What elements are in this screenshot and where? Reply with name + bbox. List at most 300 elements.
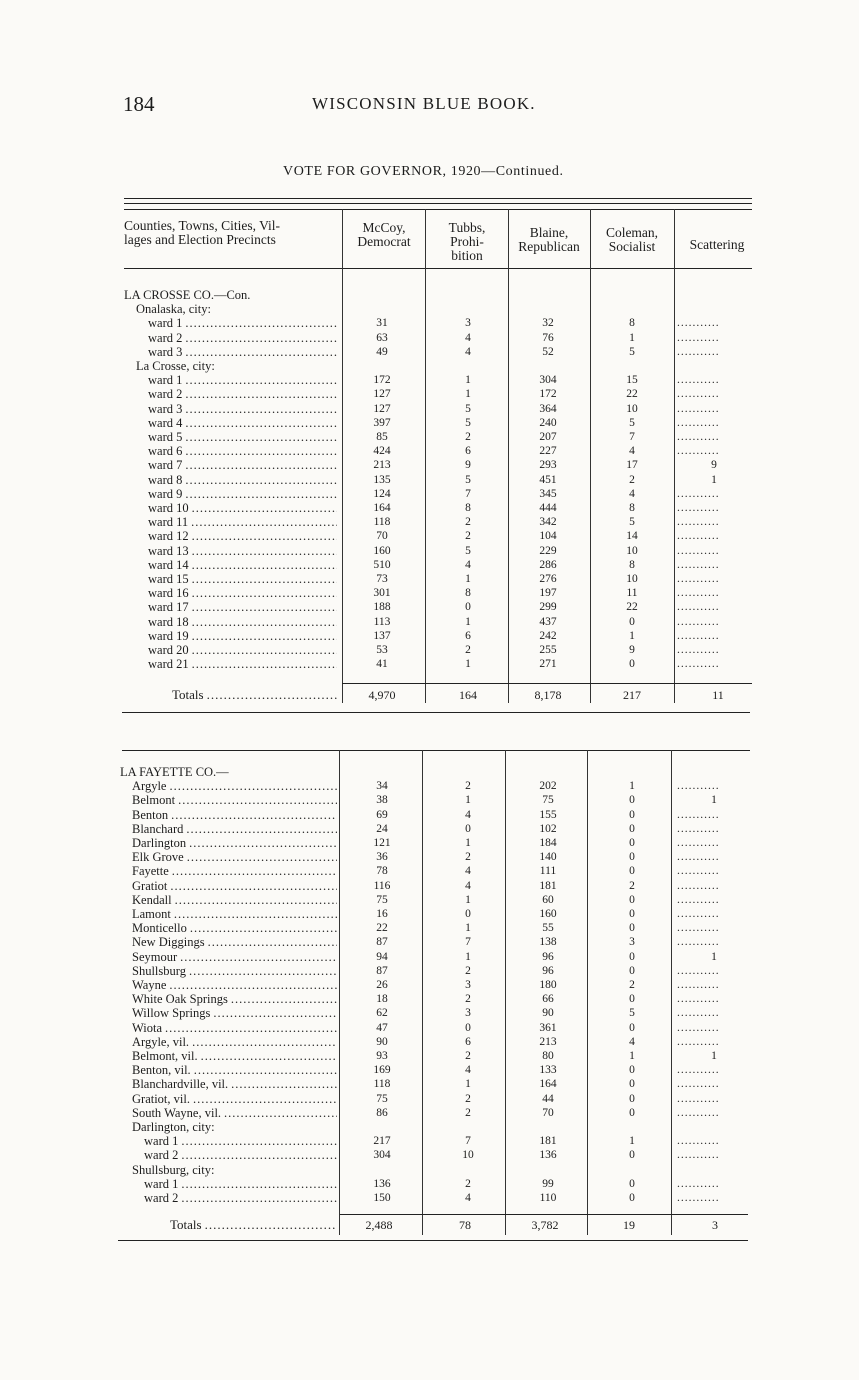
table-row (0, 657, 859, 671)
value-cell: 4 (465, 879, 471, 892)
row-label-text: ward 13 (148, 544, 192, 558)
empty-cell: ........... (677, 837, 720, 849)
row-label (132, 793, 337, 807)
value-cell: 0 (629, 1078, 635, 1091)
table-row (0, 1191, 859, 1205)
value-cell: 10 (626, 573, 638, 585)
row-label-text: ward 10 (148, 501, 192, 515)
column-header-0 (124, 219, 339, 247)
empty-cell: ........... (677, 780, 720, 793)
value-cell: 6 (465, 1035, 471, 1048)
column-divider (587, 750, 588, 1235)
column-header-line: Counties, Towns, Cities, Vil- (124, 218, 281, 233)
row-label (132, 992, 337, 1006)
row-label (132, 808, 337, 822)
value-cell: 217 (373, 1135, 391, 1148)
value-cell: 451 (539, 473, 557, 486)
row-label-text: ward 1 (148, 316, 185, 330)
value-cell: 444 (539, 502, 557, 514)
value-cell: 160 (373, 544, 391, 557)
column-header-line: Tubbs, (448, 220, 486, 235)
value-cell: 118 (373, 1078, 391, 1091)
value-cell: 0 (629, 1106, 635, 1119)
section-heading-row (0, 288, 859, 302)
row-label (132, 1021, 337, 1035)
value-cell: 299 (539, 601, 557, 614)
value-cell: 510 (373, 558, 391, 571)
value-cell: 60 (542, 893, 554, 906)
table-row (0, 458, 859, 472)
total-cell: 11 (712, 688, 724, 703)
value-cell: 75 (542, 794, 554, 807)
column-header-line: lages and Election Precincts (124, 232, 276, 247)
rule-line (340, 1214, 748, 1215)
table-row (0, 921, 859, 935)
value-cell: 87 (376, 936, 388, 949)
value-cell: 104 (539, 530, 557, 543)
total-cell: 8,178 (534, 688, 562, 703)
row-label (144, 1177, 337, 1191)
row-label-text: Kendall (132, 893, 175, 907)
empty-cell: ........... (677, 1092, 720, 1105)
table-row (0, 992, 859, 1006)
table-row (0, 822, 859, 836)
value-cell: 2 (465, 1177, 471, 1190)
row-label (148, 416, 337, 430)
value-cell: 0 (629, 822, 635, 835)
table-row (0, 529, 859, 543)
column-header-line: Scattering (689, 237, 745, 252)
row-label (132, 921, 337, 935)
row-label-text: ward 9 (148, 487, 185, 501)
row-label (144, 1134, 337, 1148)
table-row (0, 629, 859, 643)
row-label-text: South Wayne, vil. (132, 1106, 224, 1120)
value-cell: 22 (626, 601, 638, 614)
empty-cell: ........... (677, 388, 720, 401)
running-head: WISCONSIN BLUE BOOK. (312, 94, 536, 113)
value-cell: 22 (626, 388, 638, 401)
value-cell: 207 (539, 431, 557, 443)
row-label-text: Monticello (132, 921, 190, 935)
value-cell: 188 (373, 601, 391, 614)
table-row (0, 1106, 859, 1120)
table-row (0, 515, 859, 529)
table-row (0, 850, 859, 864)
row-label (148, 387, 337, 401)
table-row (0, 1021, 859, 1035)
value-cell: 4 (629, 445, 635, 458)
section-heading-row (0, 302, 859, 316)
value-cell: 0 (629, 837, 635, 849)
column-header-line: Socialist (608, 239, 656, 254)
section-heading (136, 359, 436, 373)
value-cell: 1 (465, 893, 471, 906)
empty-cell: ........... (677, 879, 720, 892)
table-row (0, 1049, 859, 1063)
row-label-text: Argyle (132, 779, 170, 793)
row-label-text: ward 5 (148, 430, 185, 444)
table-row (0, 779, 859, 793)
value-cell: 66 (542, 993, 554, 1006)
row-label-text: New Diggings (132, 935, 208, 949)
value-cell: 8 (465, 587, 471, 600)
row-label-text: ward 16 (148, 586, 192, 600)
value-cell: 255 (539, 644, 557, 656)
table-row (0, 1063, 859, 1077)
empty-cell: ........... (677, 979, 720, 991)
value-cell: 10 (626, 402, 638, 415)
value-cell: 4 (465, 558, 471, 571)
row-label (132, 950, 337, 964)
section-heading-row (0, 1163, 859, 1177)
table-row (0, 572, 859, 586)
value-cell: 113 (373, 615, 391, 628)
row-label-text: ward 8 (148, 473, 185, 487)
value-cell: 41 (376, 658, 388, 671)
value-cell: 8 (629, 317, 635, 330)
value-cell: 0 (629, 615, 635, 628)
empty-cell: ........... (677, 808, 720, 821)
rule-line (342, 683, 752, 684)
table-row (0, 808, 859, 822)
row-label-text: ward 3 (148, 402, 185, 416)
row-label-text: Onalaska, city: (136, 302, 214, 316)
value-cell: 1 (711, 1050, 717, 1062)
value-cell: 3 (629, 936, 635, 949)
section-heading-row (0, 359, 859, 373)
value-cell: 0 (629, 950, 635, 963)
value-cell: 2 (465, 1106, 471, 1119)
value-cell: 99 (542, 1177, 554, 1190)
value-cell: 3 (465, 979, 471, 991)
value-cell: 44 (542, 1092, 554, 1105)
value-cell: 70 (542, 1106, 554, 1119)
column-divider (671, 750, 672, 1235)
row-label-text: Gratiot, vil. (132, 1092, 193, 1106)
row-label (132, 1106, 337, 1120)
table-row (0, 879, 859, 893)
empty-cell: ........... (677, 1064, 720, 1077)
value-cell: 197 (539, 587, 557, 600)
row-label-text: ward 11 (148, 515, 191, 529)
row-label (132, 935, 337, 949)
column-divider (590, 209, 591, 703)
value-cell: 0 (465, 908, 471, 920)
value-cell: 0 (629, 794, 635, 807)
empty-cell: ........... (677, 1177, 720, 1190)
value-cell: 181 (539, 879, 557, 892)
column-header-line: Democrat (357, 234, 411, 249)
value-cell: 7 (629, 431, 635, 443)
table-row (0, 836, 859, 850)
value-cell: 5 (465, 544, 471, 557)
value-cell: 85 (376, 431, 388, 443)
row-label-text: La Crosse, city: (136, 359, 218, 373)
row-label-text: ward 18 (148, 615, 192, 629)
value-cell: 18 (376, 993, 388, 1006)
table-row (0, 615, 859, 629)
value-cell: 0 (629, 1177, 635, 1190)
table-row (0, 935, 859, 949)
row-label-text: ward 20 (148, 643, 192, 657)
value-cell: 3 (465, 1007, 471, 1020)
empty-cell: ........... (677, 445, 720, 458)
value-cell: 111 (539, 865, 557, 878)
value-cell: 0 (629, 808, 635, 821)
value-cell: 94 (376, 950, 388, 963)
section-heading (120, 765, 420, 779)
value-cell: 70 (376, 530, 388, 543)
value-cell: 22 (376, 922, 388, 935)
empty-cell: ........... (677, 615, 720, 628)
rule-line (124, 203, 752, 204)
row-label-text: Shullsburg (132, 964, 189, 978)
row-label-text: Benton (132, 808, 171, 822)
value-cell: 49 (376, 345, 388, 358)
row-label (132, 850, 337, 864)
table-row (0, 907, 859, 921)
value-cell: 342 (539, 516, 557, 529)
value-cell: 361 (539, 1021, 557, 1034)
value-cell: 124 (373, 487, 391, 500)
row-label-text: Wiota (132, 1021, 165, 1035)
table-row (0, 964, 859, 978)
rule-line (124, 209, 752, 210)
row-label (148, 402, 337, 416)
value-cell: 16 (376, 908, 388, 920)
section-heading (132, 1120, 432, 1134)
totals-label-text: Totals (172, 688, 207, 702)
value-cell: 424 (373, 445, 391, 458)
empty-cell: ........... (677, 544, 720, 557)
value-cell: 164 (539, 1078, 557, 1091)
value-cell: 240 (539, 416, 557, 429)
table-row (0, 1077, 859, 1091)
value-cell: 63 (376, 331, 388, 344)
value-cell: 213 (373, 459, 391, 472)
value-cell: 136 (539, 1149, 557, 1162)
value-cell: 10 (626, 544, 638, 557)
table-row (0, 864, 859, 878)
value-cell: 135 (373, 473, 391, 486)
table-row (0, 1177, 859, 1191)
rule-line (122, 750, 750, 751)
table-row (0, 793, 859, 807)
value-cell: 121 (373, 837, 391, 849)
value-cell: 0 (629, 1064, 635, 1077)
row-label-text: ward 17 (148, 600, 192, 614)
total-cell: 164 (459, 688, 477, 703)
value-cell: 2 (465, 1050, 471, 1062)
table-row (0, 1148, 859, 1162)
value-cell: 1 (465, 794, 471, 807)
value-cell: 2 (465, 851, 471, 864)
empty-cell: ........... (677, 1007, 720, 1020)
value-cell: 229 (539, 544, 557, 557)
value-cell: 1 (629, 780, 635, 793)
value-cell: 150 (373, 1192, 391, 1204)
value-cell: 102 (539, 822, 557, 835)
value-cell: 47 (376, 1021, 388, 1034)
row-label-text: Benton, vil. (132, 1063, 194, 1077)
value-cell: 1 (465, 922, 471, 935)
row-label-text: Gratiot (132, 879, 170, 893)
value-cell: 136 (373, 1177, 391, 1190)
value-cell: 4 (465, 345, 471, 358)
column-header-2 (430, 221, 504, 263)
value-cell: 8 (629, 558, 635, 571)
empty-cell: ........... (677, 658, 720, 671)
value-cell: 2 (465, 431, 471, 443)
value-cell: 0 (629, 851, 635, 864)
empty-cell: ........... (677, 1149, 720, 1162)
empty-cell: ........... (677, 317, 720, 330)
value-cell: 9 (465, 459, 471, 472)
row-label (132, 893, 337, 907)
value-cell: 2 (629, 879, 635, 892)
column-header-line: bition (451, 248, 483, 263)
empty-cell: ........... (677, 936, 720, 949)
row-label (148, 657, 337, 671)
value-cell: 0 (465, 601, 471, 614)
value-cell: 286 (539, 558, 557, 571)
row-label (132, 1006, 337, 1020)
row-label-text: White Oak Springs (132, 992, 231, 1006)
empty-cell: ........... (677, 922, 720, 935)
value-cell: 2 (465, 530, 471, 543)
value-cell: 116 (373, 879, 391, 892)
empty-cell: ........... (677, 1078, 720, 1091)
value-cell: 164 (373, 502, 391, 514)
value-cell: 304 (373, 1149, 391, 1162)
value-cell: 180 (539, 979, 557, 991)
value-cell: 90 (542, 1007, 554, 1020)
column-header-line: Coleman, (605, 225, 659, 240)
column-header-line: Republican (518, 239, 580, 254)
row-label (132, 1092, 337, 1106)
row-label (132, 779, 337, 793)
row-label-text: Blanchardville, vil. (132, 1077, 231, 1091)
empty-cell: ........... (677, 629, 720, 642)
row-label-text: ward 1 (144, 1177, 181, 1191)
value-cell: 5 (465, 416, 471, 429)
value-cell: 0 (629, 1149, 635, 1162)
row-label-text: ward 2 (148, 331, 185, 345)
value-cell: 0 (465, 822, 471, 835)
value-cell: 24 (376, 822, 388, 835)
table-row (0, 316, 859, 330)
total-cell: 78 (459, 1218, 471, 1233)
value-cell: 11 (626, 587, 638, 600)
page-number: 184 (123, 92, 155, 116)
section-heading-row (0, 1120, 859, 1134)
table-row (0, 600, 859, 614)
row-label (148, 430, 337, 444)
row-label (132, 964, 337, 978)
row-label-text: Belmont, vil. (132, 1049, 201, 1063)
value-cell: 5 (465, 402, 471, 415)
row-label (132, 1049, 337, 1063)
value-cell: 7 (465, 936, 471, 949)
table-row (0, 416, 859, 430)
empty-cell: ........... (677, 587, 720, 600)
value-cell: 8 (465, 502, 471, 514)
total-cell: 217 (623, 688, 641, 703)
table-row (0, 544, 859, 558)
value-cell: 2 (465, 1092, 471, 1105)
value-cell: 2 (465, 780, 471, 793)
value-cell: 397 (373, 416, 391, 429)
column-header-line: Prohi- (450, 234, 484, 249)
column-header-3 (510, 226, 588, 254)
value-cell: 1 (465, 1078, 471, 1091)
table-title: VOTE FOR GOVERNOR, 1920—Continued. (283, 164, 564, 179)
value-cell: 73 (376, 573, 388, 585)
value-cell: 2 (465, 993, 471, 1006)
row-label-text: ward 12 (148, 529, 192, 543)
value-cell: 96 (542, 964, 554, 977)
value-cell: 1 (465, 573, 471, 585)
value-cell: 78 (376, 865, 388, 878)
row-label-text: ward 4 (148, 416, 185, 430)
value-cell: 4 (465, 1064, 471, 1077)
empty-cell: ........... (677, 1106, 720, 1119)
row-label (148, 458, 337, 472)
value-cell: 2 (629, 979, 635, 991)
row-label (132, 907, 337, 921)
value-cell: 10 (462, 1149, 474, 1162)
row-label-text: ward 2 (144, 1148, 181, 1162)
total-cell: 2,488 (365, 1218, 393, 1233)
row-label-text: Blanchard (132, 822, 186, 836)
row-label-text: ward 6 (148, 444, 185, 458)
column-divider (339, 750, 340, 1235)
empty-cell: ........... (677, 865, 720, 878)
row-label-text: Shullsburg, city: (132, 1163, 217, 1177)
value-cell: 5 (629, 1007, 635, 1020)
value-cell: 0 (629, 908, 635, 920)
table-row (0, 501, 859, 515)
empty-cell: ........... (677, 516, 720, 529)
table-row (0, 558, 859, 572)
row-label-text: Darlington (132, 836, 189, 850)
value-cell: 1 (465, 388, 471, 401)
value-cell: 4 (465, 1192, 471, 1204)
value-cell: 55 (542, 922, 554, 935)
rule-line (124, 198, 752, 199)
value-cell: 227 (539, 445, 557, 458)
column-header-line: Blaine, (529, 225, 569, 240)
value-cell: 138 (539, 936, 557, 949)
table-row (0, 345, 859, 359)
value-cell: 137 (373, 629, 391, 642)
value-cell: 86 (376, 1106, 388, 1119)
row-label (148, 643, 337, 657)
value-cell: 52 (542, 345, 554, 358)
row-label-text: Lamont (132, 907, 174, 921)
row-label-text: Seymour (132, 950, 180, 964)
empty-cell: ........... (677, 908, 720, 920)
row-label (132, 864, 337, 878)
value-cell: 6 (465, 629, 471, 642)
total-cell: 4,970 (368, 688, 396, 703)
empty-cell: ........... (677, 530, 720, 543)
table-row (0, 978, 859, 992)
value-cell: 76 (542, 331, 554, 344)
value-cell: 14 (626, 530, 638, 543)
row-label (148, 586, 337, 600)
